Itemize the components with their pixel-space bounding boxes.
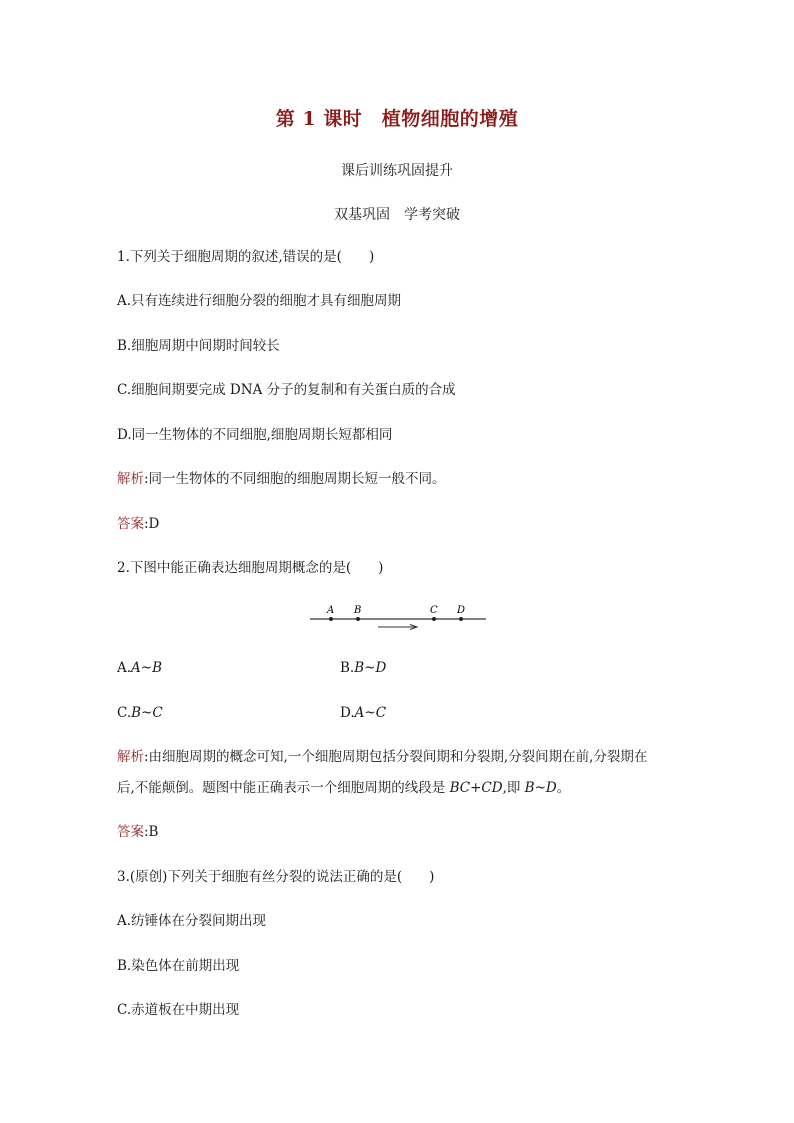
question-1-stem: 1.下列关于细胞周期的叙述,错误的是( ) bbox=[117, 249, 375, 265]
cell-cycle-line-figure bbox=[300, 598, 500, 634]
question-1-analysis bbox=[117, 469, 446, 489]
analysis-text: :同一生物体的不同细胞的细胞周期长短一般不同。 bbox=[144, 471, 446, 487]
question-1-answer bbox=[117, 514, 159, 534]
point-d-label: D bbox=[457, 605, 466, 616]
section-subtitle: 课后训练巩固提升 bbox=[341, 163, 453, 179]
point-b bbox=[356, 617, 360, 621]
point-b-label: B bbox=[354, 605, 362, 616]
answer-text: :B bbox=[144, 824, 159, 840]
question-1-option-c: C.细胞间期要完成 DNA 分子的复制和有关蛋白质的合成 bbox=[117, 382, 456, 398]
question-1-option-b: B.细胞周期中间期时间较长 bbox=[117, 338, 280, 354]
point-c bbox=[432, 617, 436, 621]
analysis-label: 解析 bbox=[117, 749, 144, 765]
point-d bbox=[459, 617, 463, 621]
question-3-option-c: C.赤道板在中期出现 bbox=[117, 1002, 240, 1018]
answer-label: 答案 bbox=[117, 516, 144, 532]
question-2-analysis-line-2: 后,不能颠倒。题图中能正确表示一个细胞周期的线段是 BC+CD,即 B~D。 bbox=[117, 780, 571, 796]
question-2-option-c: C.B~C bbox=[117, 705, 163, 721]
point-c-label: C bbox=[430, 605, 438, 616]
question-1-option-d: D.同一生物体的不同细胞,细胞周期长短都相同 bbox=[117, 427, 393, 443]
analysis-text: :由细胞周期的概念可知,一个细胞周期包括分裂间期和分裂期,分裂间期在前,分裂期在 bbox=[144, 749, 648, 765]
question-2-stem: 2.下图中能正确表达细胞周期概念的是( ) bbox=[117, 560, 384, 576]
question-2-option-a: A.A~B bbox=[117, 660, 163, 676]
question-2-analysis-line-1 bbox=[117, 747, 647, 767]
answer-label: 答案 bbox=[117, 824, 144, 840]
question-2-option-d: D.A~C bbox=[340, 705, 387, 721]
answer-text: :D bbox=[144, 516, 160, 532]
analysis-label: 解析 bbox=[117, 471, 144, 487]
question-2-option-b: B.B~D bbox=[340, 660, 387, 676]
question-3-option-a: A.纺锤体在分裂间期出现 bbox=[117, 913, 267, 929]
question-3-stem: 3.(原创)下列关于细胞有丝分裂的说法正确的是( ) bbox=[117, 869, 435, 885]
question-2-answer bbox=[117, 822, 158, 842]
question-1-option-a: A.只有连续进行细胞分裂的细胞才具有细胞周期 bbox=[117, 293, 402, 309]
section-heading: 双基巩固 学考突破 bbox=[334, 207, 460, 223]
page-title: 第 1 课时 植物细胞的增殖 bbox=[275, 108, 519, 130]
question-3-option-b: B.染色体在前期出现 bbox=[117, 958, 240, 974]
point-a bbox=[329, 617, 333, 621]
point-a-label: A bbox=[327, 605, 335, 616]
